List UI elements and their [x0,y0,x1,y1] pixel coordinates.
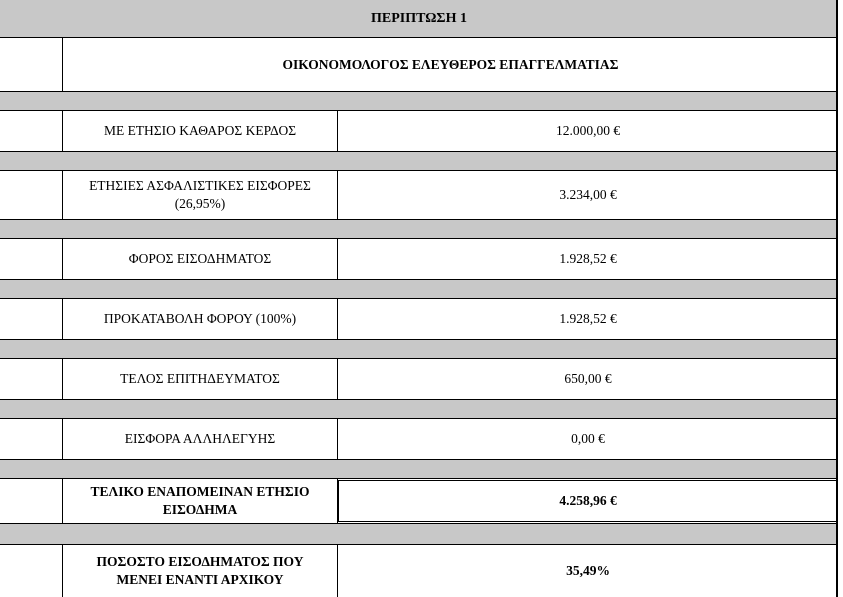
table-row [0,111,838,151]
row-label[interactable]: ΦΟΡΟΣ ΕΙΣΟΔΗΜΑΤΟΣ [63,239,338,279]
row-value[interactable]: 12.000,00 € [555,123,621,138]
empty-cell[interactable] [0,419,63,459]
row-label[interactable]: ΕΙΣΦΟΡΑ ΑΛΛΗΛΕΓΥΗΣ [63,419,338,459]
row-value[interactable]: 1.928,52 € [559,251,617,266]
separator-band [0,151,838,171]
table-row [0,171,838,219]
table-row [0,359,838,399]
table-row-percentage [0,545,838,597]
empty-cell[interactable] [0,38,63,91]
header-band [0,0,838,38]
table-row [0,419,838,459]
separator-band [0,399,838,419]
profession-title[interactable]: ΟΙΚΟΝΟΜΟΛΟΓΟΣ ΕΛΕΥΘΕΡΟΣ ΕΠΑΓΓΕΛΜΑΤΙΑΣ [282,56,619,72]
row-value[interactable]: 1.928,52 € [559,311,617,326]
empty-cell[interactable] [0,111,63,151]
table-row [0,239,838,279]
case-title: ΠΕΡΙΠΤΩΣΗ 1 [371,10,467,26]
row-value[interactable]: 3.234,00 € [559,187,617,202]
separator-band [0,523,838,545]
row-label[interactable]: ΕΤΗΣΙΕΣ ΑΣΦΑΛΙΣΤΙΚΕΣ ΕΙΣΦΟΡΕΣ (26,95%) [63,171,338,219]
separator-band [0,91,838,111]
table-row [0,299,838,339]
table-right-border [836,0,838,597]
row-label[interactable]: ΤΕΛΟΣ ΕΠΙΤΗΔΕΥΜΑΤΟΣ [63,359,338,399]
empty-cell[interactable] [0,171,63,219]
empty-cell[interactable] [0,239,63,279]
empty-cell[interactable] [0,359,63,399]
subtitle-row [0,38,838,91]
empty-cell[interactable] [0,299,63,339]
empty-cell[interactable] [0,545,63,597]
separator-band [0,279,838,299]
row-label[interactable]: ΠΡΟΚΑΤΑΒΟΛΗ ΦΟΡΟΥ (100%) [63,299,338,339]
empty-cell[interactable] [0,479,63,523]
percentage-value[interactable]: 35,49% [566,563,610,578]
row-value[interactable]: 650,00 € [564,371,612,386]
row-value[interactable]: 0,00 € [571,431,605,446]
total-label[interactable]: ΤΕΛΙΚΟ ΕΝΑΠΟΜΕΙΝΑΝ ΕΤΗΣΙΟ ΕΙΣΟΔΗΜΑ [63,479,338,523]
separator-band [0,459,838,479]
total-value[interactable]: 4.258,96 € [338,480,838,522]
separator-band [0,219,838,239]
percentage-label[interactable]: ΠΟΣΟΣΤΟ ΕΙΣΟΔΗΜΑΤΟΣ ΠΟΥ ΜΕΝΕΙ ΕΝΑΝΤΙ ΑΡΧΙΚΟΥ [63,545,338,597]
table-row-total [0,479,838,523]
separator-band [0,339,838,359]
row-label[interactable]: ΜΕ ΕΤΗΣΙΟ ΚΑΘΑΡΟΣ ΚΕΡΔΟΣ [63,111,338,151]
